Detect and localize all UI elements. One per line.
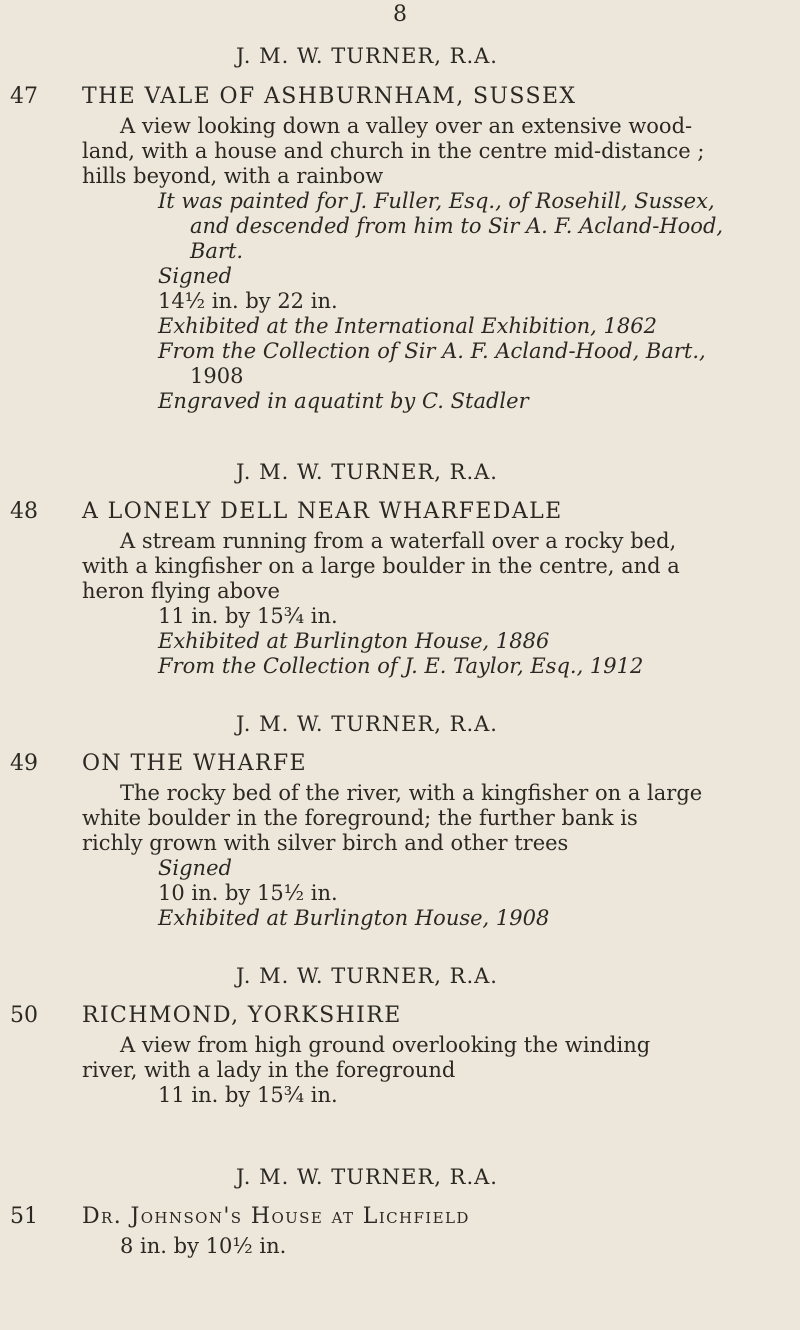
collection-note: From the Collection of J. E. Taylor, Esq., 1912 xyxy=(158,654,644,678)
artist-heading: J. M. W. TURNER, R.A. xyxy=(236,712,498,736)
lot-description xyxy=(82,529,776,604)
artist-heading: J. M. W. TURNER, R.A. xyxy=(236,1165,498,1189)
description-line: A view from high ground overlooking the winding xyxy=(120,1033,651,1057)
lot-notes xyxy=(158,1083,338,1108)
lot-number: 49 xyxy=(10,751,38,776)
provenance-note: and descended from him to Sir A. F. Acland-Hood, xyxy=(190,214,724,238)
lot-number: 50 xyxy=(10,1003,38,1028)
lot-number: 51 xyxy=(10,1204,38,1229)
lot-number: 47 xyxy=(10,84,38,109)
description-line: river, with a lady in the foreground xyxy=(82,1058,456,1082)
signed-note: Signed xyxy=(158,264,232,288)
lot-number: 48 xyxy=(10,499,38,524)
lot-title: A LONELY DELL NEAR WHARFEDALE xyxy=(82,499,563,524)
dimensions: 8 in. by 10½ in. xyxy=(120,1234,287,1258)
artist-heading: J. M. W. TURNER, R.A. xyxy=(236,964,498,988)
exhibited-note: Exhibited at the International Exhibition, 1862 xyxy=(158,314,657,338)
lot-title: ON THE WHARFE xyxy=(82,751,307,776)
lot-description xyxy=(82,781,776,856)
lot-title: Dr. Johnson's House at Lichfield xyxy=(82,1204,470,1229)
engraved-note: Engraved in aquatint by C. Stadler xyxy=(158,389,529,413)
artist-heading: J. M. W. TURNER, R.A. xyxy=(236,44,498,68)
description-line: A view looking down a valley over an extensive wood- xyxy=(120,114,693,138)
lot-description xyxy=(82,1033,776,1083)
collection-note: From the Collection of Sir A. F. Acland-Hood, Bart., xyxy=(158,339,706,363)
collection-note: 1908 xyxy=(190,364,244,388)
exhibited-note: Exhibited at Burlington House, 1886 xyxy=(158,629,550,653)
description-line: The rocky bed of the river, with a kingfisher on a large xyxy=(120,781,703,805)
description-line: hills beyond, with a rainbow xyxy=(82,164,384,188)
lot-description xyxy=(82,114,776,189)
dimensions: 11 in. by 15¾ in. xyxy=(158,604,338,628)
dimensions: 10 in. by 15½ in. xyxy=(158,881,338,905)
description-line: with a kingfisher on a large boulder in the centre, and a xyxy=(82,554,680,578)
description-line: A stream running from a waterfall over a rocky bed, xyxy=(120,529,677,553)
lot-notes xyxy=(158,604,643,679)
lot-title: RICHMOND, YORKSHIRE xyxy=(82,1003,402,1028)
lot-notes xyxy=(158,856,549,931)
signed-note: Signed xyxy=(158,856,232,880)
lot-notes xyxy=(120,1234,286,1259)
lot-notes xyxy=(158,189,723,414)
artist-heading: J. M. W. TURNER, R.A. xyxy=(236,460,498,484)
dimensions: 14½ in. by 22 in. xyxy=(158,289,338,313)
description-line: white boulder in the foreground; the further bank is xyxy=(82,806,638,830)
description-line: heron flying above xyxy=(82,579,280,603)
provenance-note: It was painted for J. Fuller, Esq., of Rosehill, Sussex, xyxy=(158,189,715,213)
dimensions: 11 in. by 15¾ in. xyxy=(158,1083,338,1107)
provenance-note: Bart. xyxy=(190,239,244,263)
lot-title: THE VALE OF ASHBURNHAM, SUSSEX xyxy=(82,84,577,109)
exhibited-note: Exhibited at Burlington House, 1908 xyxy=(158,906,550,930)
description-line: richly grown with silver birch and other trees xyxy=(82,831,569,855)
page-number: 8 xyxy=(393,2,407,27)
description-line: land, with a house and church in the centre mid-distance ; xyxy=(82,139,705,163)
